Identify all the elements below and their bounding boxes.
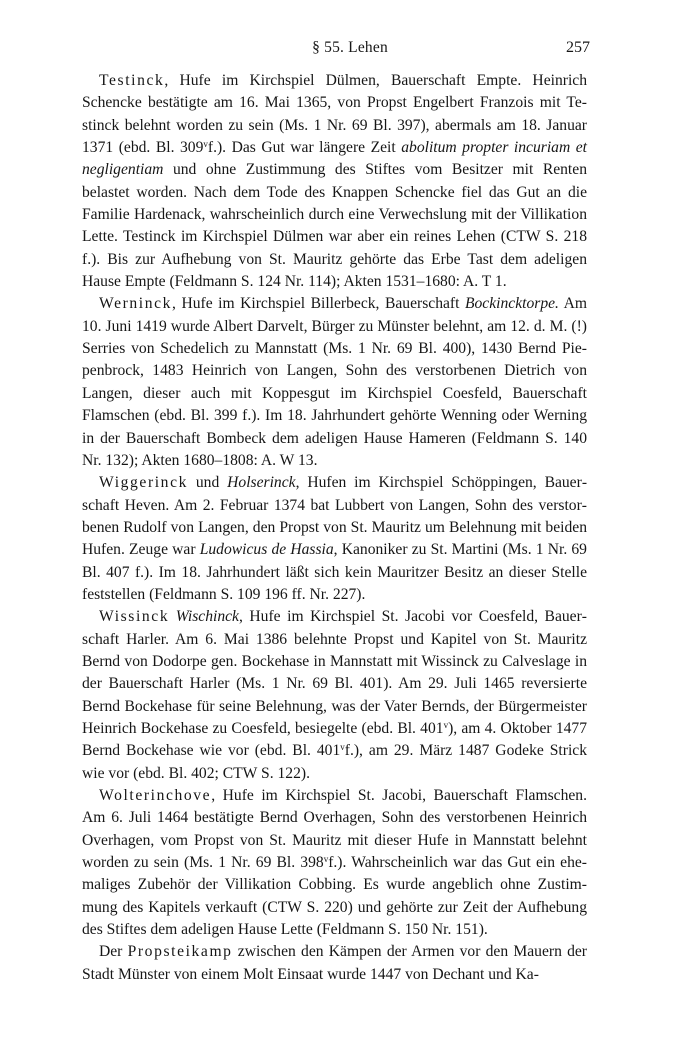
italic-term: abolitum propter incuriam et negligentiam xyxy=(82,139,587,179)
entry-paragraph xyxy=(82,70,587,293)
superscript: v xyxy=(340,742,345,753)
entry-text: , Kanoniker zu St. Martini (Ms. 1 Nr. 69 Bl. 407 f.). Im 18. Jahrhundert läßt sich kein Mauritzer Besitz an dieser Stelle feststellen (Feldmann S. 109 196 ff. Nr. 227). xyxy=(82,541,587,603)
running-head-title: § 55. Lehen xyxy=(312,39,388,56)
entry-paragraph xyxy=(82,606,587,785)
entry-text: , Hufe im Kirchspiel Dülmen, Bauerschaft Empte. Heinrich Schencke bestätigte am 16. Mai 1365, von Propst Engelbert Franzois mit Testinck belehnt worden zu sein (Ms. 1 Nr. 69 Bl. 397), abermals am 18. Januar 1371 (ebd. Bl. 309 xyxy=(82,72,587,157)
superscript: v xyxy=(443,719,449,730)
entry-term: Wolterinchove xyxy=(99,787,212,804)
entry-text: ), am 4. Oktober 1477 Bernd Bockehase wie vor (ebd. Bl. 401 xyxy=(82,719,588,760)
entry-paragraph xyxy=(82,941,587,986)
italic-term: Bockincktorpe. xyxy=(464,295,559,313)
entry-term: Testinck xyxy=(99,72,165,89)
entry-paragraph xyxy=(82,785,587,941)
entry-text: und xyxy=(187,474,228,492)
entry-text: und ohne Zustimmung des Stiftes vom Besitzer mit Renten belastet worden. Nach dem Tode des Knappen Schencke fiel das Gut an die Familie Hardenack, wahrscheinlich durch eine Verwechslung mit der Villikation Lette. Testinck im Kirchspiel Dülmen war aber ein reines Lehen (CTW S. 218 f.). Bis zur Aufhebung von St. Mauritz gehörte das Erbe Tast dem adeligen Hause Empte (Feldmann S. 124 Nr. 114); Akten 1531–1680: A. T 1. xyxy=(82,161,587,291)
entry-term: Wissinck xyxy=(99,608,170,626)
italic-term: Wischinck xyxy=(175,608,239,626)
entry-paragraph xyxy=(82,472,587,606)
body-text xyxy=(82,70,587,986)
page-number: 257 xyxy=(566,39,590,56)
entry-prefix: Der xyxy=(99,943,128,961)
italic-term: Ludowicus de Hassia xyxy=(199,541,334,559)
entry-text: , Hufe im Kirchspiel St. Jacobi, Bauerschaft Flamschen. Am 6. Juli 1464 bestätigte Bernd Overhagen, Sohn des verstorbenen Heinrich Overhagen, vom Propst von St. Mauritz mit dieser Hufe in Mannstatt belehnt worden zu sein (Ms. 1 Nr. 69 Bl. 398 xyxy=(82,787,587,872)
superscript: v xyxy=(323,854,329,865)
entry-term: Propsteikamp xyxy=(127,943,233,961)
entry-text: zwischen den Kämpen der Armen vor den Mauern der Stadt Münster von einem Molt Einsaat wurde 1447 von Dechant und Ka- xyxy=(82,943,587,983)
entry-text: f.), am 29. März 1487 Godeke Strick wie vor (ebd. Bl. 402; CTW S. 122). xyxy=(82,742,587,782)
entry-text: , Hufe im Kirchspiel St. Jacobi vor Coesfeld, Bauerschaft Harler. Am 6. Mai 1386 belehnte Propst und Kapitel von St. Mauritz Bernd von Dodorpe gen. Bockehase in Mannstatt mit Wissinck zu Calveslage in der Bauerschaft Harler (Ms. 1 Nr. 69 Bl. 401). Am 29. Juli 1465 reversierte Bernd Bockehase für seine Belehnung, was der Vater Bernds, der Bürgermeister Heinrich Bockehase zu Coesfeld, besiegelte (ebd. Bl. 401 xyxy=(82,608,587,737)
entry-text: f.). Das Gut war längere Zeit xyxy=(207,139,402,157)
entry-text: , Hufe im Kirchspiel Billerbeck, Bauerschaft xyxy=(172,295,465,313)
entry-text: Am 10. Juni 1419 wurde Albert Darvelt, Bürger zu Münster belehnt, am 12. d. M. (!) Serries von Schedelich zu Mannstatt (Ms. 1 Nr. 69 Bl. 400), 1430 Bernd Piepenbrock, 1483 Heinrich von Langen, Sohn des verstorbenen Dietrich von Langen, dieser auch mit Koppesgut im Kirchspiel Coesfeld, Bauerschaft Flamschen (ebd. Bl. 399 f.). Im 18. Jahrhundert gehörte Wenning oder Werning in der Bauerschaft Bombeck dem adeligen Hause Hameren (Feldmann S. 140 Nr. 132); Akten 1680–1808: A. W 13. xyxy=(82,295,587,469)
superscript: v xyxy=(203,139,208,150)
entry-term: Wiggerinck xyxy=(99,474,188,492)
entry-term: Werninck xyxy=(99,295,173,313)
entry-text: f.). Wahrscheinlich war das Gut ein ehemaliges Zubehör der Villikation Cobbing. Es wurde angeblich ohne Zustimmung des Kapitels verkauft (CTW S. 220) und gehörte zur Zeit der Aufhebung des Stiftes dem adeligen Hause Lette (Feldmann S. 150 Nr. 151). xyxy=(82,854,587,939)
entry-text: , Hufen im Kirchspiel Schöppingen, Bauerschaft Heven. Am 2. Februar 1374 bat Lubbert von Langen, Sohn des verstorbenen Rudolf von Langen, den Propst von St. Mauritz um Belehnung mit beiden Hufen. Zeuge war xyxy=(82,474,588,559)
italic-term: Holserinck xyxy=(227,474,296,492)
entry-paragraph xyxy=(82,293,587,472)
